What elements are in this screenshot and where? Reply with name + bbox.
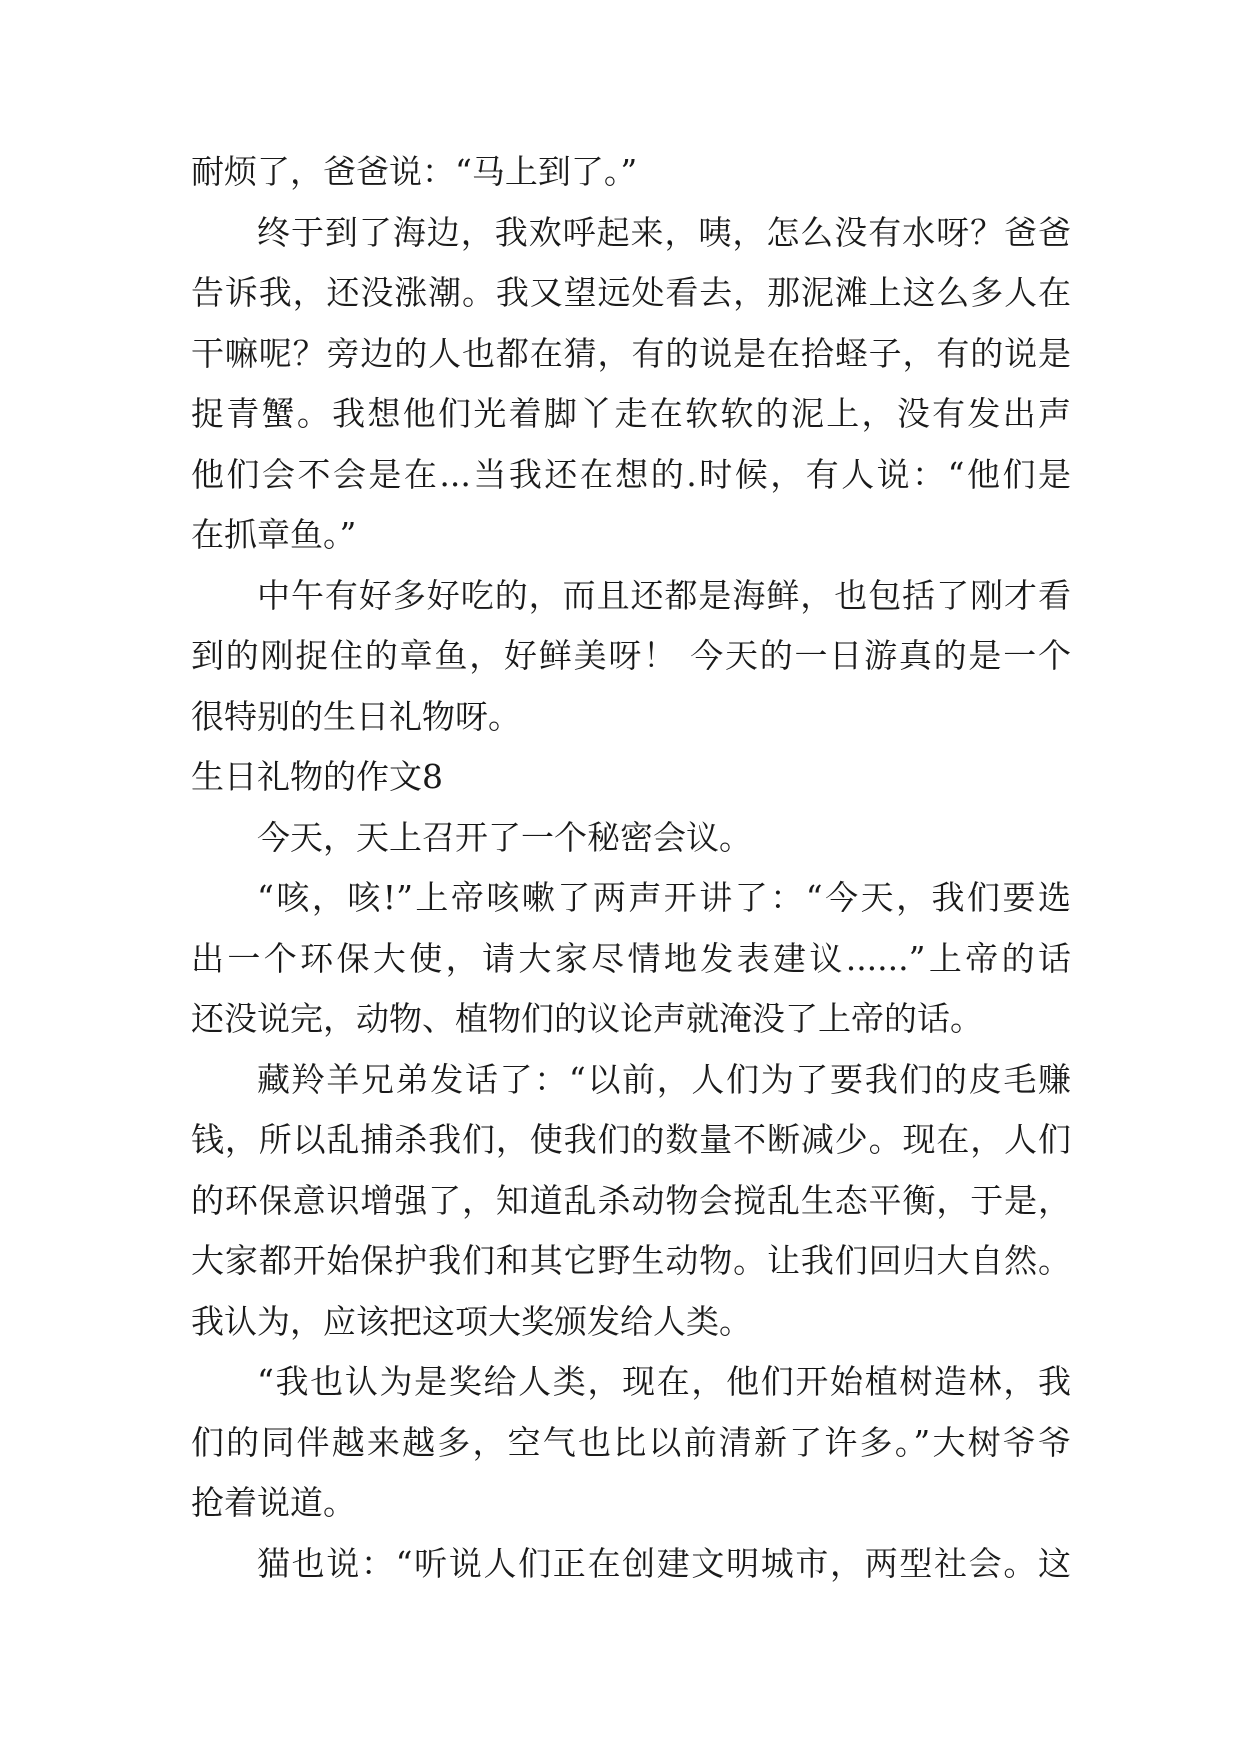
text-line: 生日礼物的作文8 (191, 757, 443, 796)
text-line: 中午有好多好吃的，而且还都是海鲜，也包括了刚才看 (257, 575, 1071, 615)
text-line: 耐烦了，爸爸说：“马上到了。” (191, 152, 638, 191)
text-line: 还没说完，动物、植物们的议论声就淹没了上帝的话。 (191, 999, 983, 1038)
text-line: 他们会不会是在...当我还在想的.时候，有人说：“他们是 (191, 454, 1071, 494)
text-line: 钱，所以乱捕杀我们，使我们的数量不断减少。现在，人们 (191, 1120, 1071, 1159)
text-line: 今天，天上召开了一个秘密会议。 (257, 817, 752, 857)
text-line: 出一个环保大使，请大家尽情地发表建议......”上帝的话 (191, 938, 1071, 978)
text-line: 捉青蟹。我想他们光着脚丫走在软软的泥上，没有发出声 (191, 394, 1071, 433)
text-line: “咳，咳!”上帝咳嗽了两声开讲了：“今天，我们要选 (257, 878, 1071, 917)
text-line: “我也认为是奖给人类，现在，他们开始植树造林，我 (257, 1362, 1071, 1401)
document-body (191, 142, 1071, 1594)
text-line: 到的刚捉住的章鱼，好鲜美呀！ 今天的一日游真的是一个 (191, 636, 1071, 675)
text-line: 猫也说：“听说人们正在创建文明城市，两型社会。这 (257, 1543, 1071, 1583)
text-line: 告诉我，还没涨潮。我又望远处看去，那泥滩上这么多人在 (191, 273, 1071, 312)
text-line: 终于到了海边，我欢呼起来，咦，怎么没有水呀？爸爸 (257, 212, 1071, 252)
text-line: 我认为，应该把这项大奖颁发给人类。 (191, 1301, 752, 1341)
text-line: 藏羚羊兄弟发话了：“以前，人们为了要我们的皮毛赚 (257, 1059, 1071, 1099)
text-line: 的环保意识增强了，知道乱杀动物会搅乱生态平衡，于是， (191, 1180, 1071, 1220)
text-line: 抢着说道。 (191, 1483, 356, 1522)
text-line: 很特别的生日礼物呀。 (191, 696, 521, 736)
text-line: 干嘛呢？旁边的人也都在猜，有的说是在拾蛏子，有的说是 (191, 333, 1071, 373)
text-line: 们的同伴越来越多，空气也比以前清新了许多。”大树爷爷 (191, 1422, 1071, 1462)
text-line: 大家都开始保护我们和其它野生动物。让我们回归大自然。 (191, 1241, 1071, 1280)
text-line: 在抓章鱼。” (191, 515, 357, 554)
